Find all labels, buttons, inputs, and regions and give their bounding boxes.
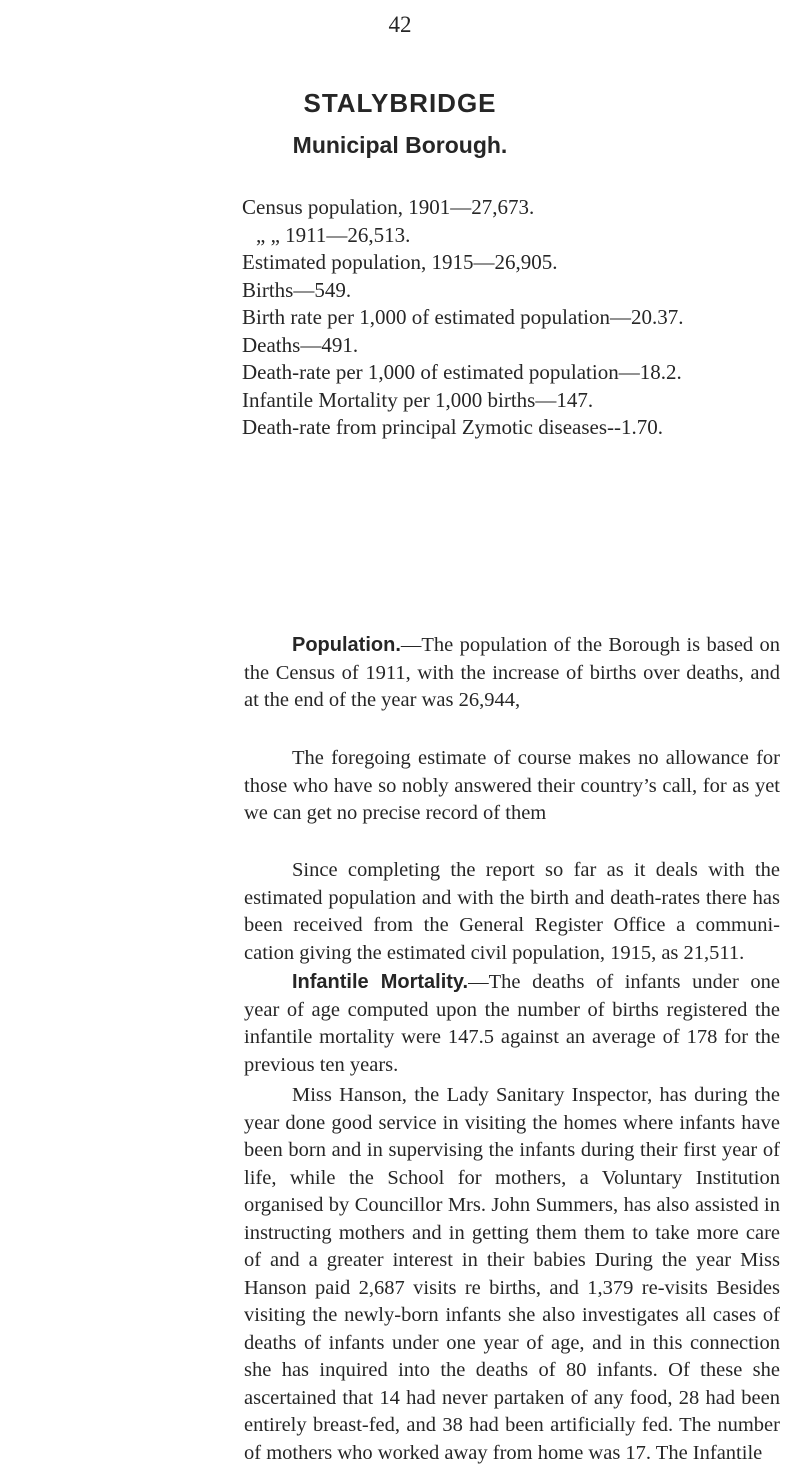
paragraph-text-population: —The population of the Borough is based on the Census of 1911, with the increase of births over deaths, and at the end of the year was 26,944,	[244, 634, 780, 711]
page-subtitle: Municipal Borough.	[292, 132, 508, 158]
paragraph-text-foregoing: The foregoing estimate of course makes no allowance for those who have so nobly answered their country’s call, for as yet we can get no precise record of them	[244, 747, 780, 824]
paragraph-since-completing	[244, 857, 780, 967]
paragraph-population	[244, 632, 780, 715]
stat-line-births: Births—549.	[242, 277, 352, 302]
statistics-block	[242, 194, 782, 442]
stat-line-deaths: Deaths—491.	[242, 332, 359, 357]
stat-line-birth-rate: Birth rate per 1,000 of estimated population—20.37.	[242, 305, 684, 329]
stat-line-census-1901: Census population, 1901—27,673.	[242, 195, 535, 219]
paragraph-heading-infantile: Infantile Mortality.	[292, 971, 469, 993]
paragraph-miss-hanson	[244, 1082, 780, 1467]
stat-line-estimated-population: Estimated population, 1915—26,905.	[242, 250, 558, 274]
paragraph-text-hanson: Miss Hanson, the Lady Sanitary Inspector, has during the year done good service in visiting the homes where infants have been born and in supervising the infants during their first year of life, while the School for mothers, a Voluntary Institution organised by Councillor Mrs. John Summers, has also assisted in instructing mothers and in getting them them to take more care of and a greater interest in their babies During the year Miss Hanson paid 2,687 visits re births, and 1,379 re-visits Besides visiting the newly-born infants she also investigates all cases of deaths of infants under one year of age, and in this connection she has inquired into the deaths of 80 infants. Of these she ascertained that 14 had never partaken of any food, 28 had been entirely breast-fed, and 38 had been artificially fed. The number of mothers who worked away from home was 17. The Infantile	[244, 1084, 780, 1464]
paragraph-text-infantile: —The deaths of infants under one year of age computed upon the number of births registered the infantile mortality were 147.5 against an average of 178 for the previous ten years.	[244, 971, 781, 1076]
stat-line-death-rate: Death-rate per 1,000 of estimated population—18.2.	[242, 360, 682, 384]
page-title: STALYBRIDGE	[303, 88, 497, 118]
stat-line-infantile-mortality: Infantile Mortality per 1,000 births—147.	[242, 387, 594, 412]
paragraph-infantile-mortality	[244, 969, 780, 1079]
stat-line-zymotic-death-rate: Death-rate from principal Zymotic diseases--1.70.	[242, 415, 664, 439]
paragraph-text-since: Since completing the report so far as it deals with the estimated population and with the birth and death-rates there has been received from the General Register Office a communi-cation giving the estimated civil population, 1915, as 21,511.	[244, 859, 780, 964]
stat-line-census-1911: „ „ 1911—26,513.	[256, 222, 411, 247]
paragraph-foregoing-estimate	[244, 745, 780, 828]
paragraph-heading-population: Population.	[292, 634, 401, 656]
page-number: 42	[388, 12, 412, 37]
